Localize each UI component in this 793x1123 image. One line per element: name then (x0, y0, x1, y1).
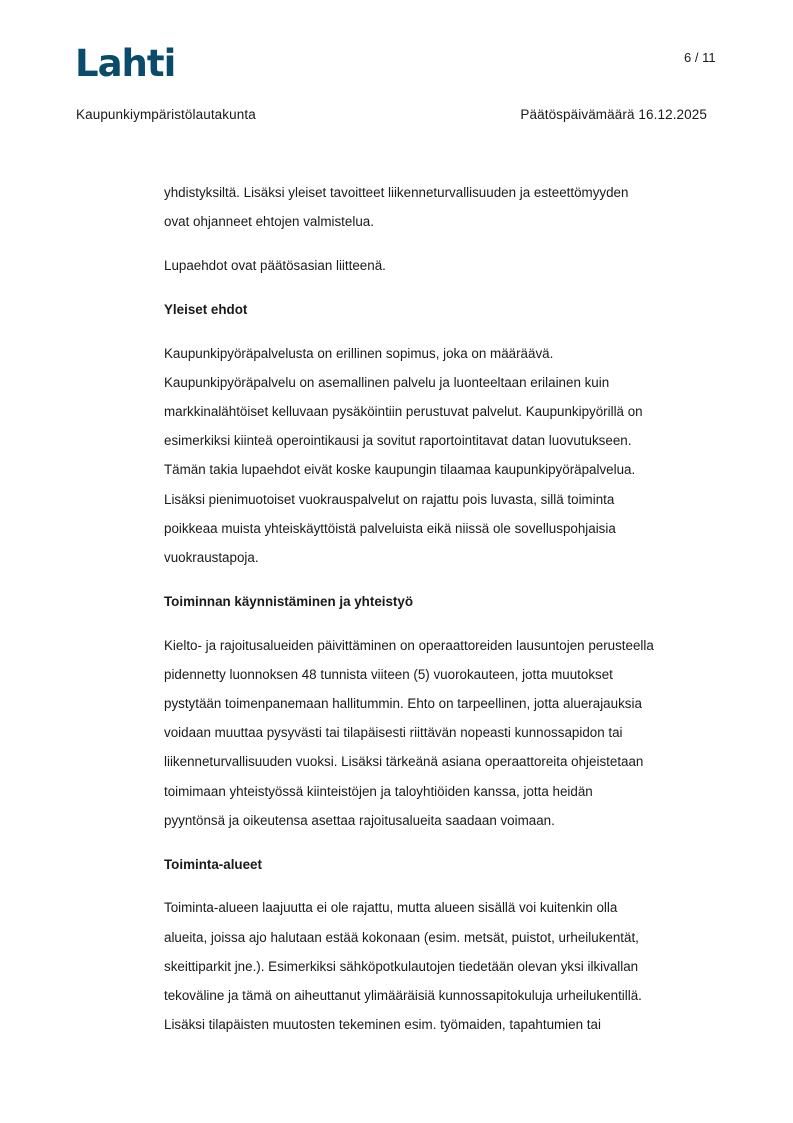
text-line: ovat ohjanneet ehtojen valmistelua. (164, 214, 374, 230)
text-line: vuokraustapoja. (164, 550, 259, 566)
page-number: 6 / 11 (684, 50, 716, 65)
section-heading: Toiminnan käynnistäminen ja yhteistyö (164, 593, 414, 609)
text-line: Kaupunkipyöräpalvelu on asemallinen palvelu ja luonteeltaan erilainen kuin (164, 374, 610, 390)
decision-date: Päätöspäivämäärä 16.12.2025 (520, 107, 707, 122)
text-line: toimimaan yhteistyössä kiinteistöjen ja taloyhtiöiden kanssa, jotta heidän (164, 783, 593, 799)
text-line: Kaupunkipyöräpalvelusta on erillinen sopimus, joka on määräävä. (164, 345, 554, 361)
text-line: liikenneturvallisuuden vuoksi. Lisäksi tärkeänä asiana operaattoreita ohjeistetaan (164, 754, 644, 770)
text-line: poikkeaa muista yhteiskäyttöistä palveluista eikä niissä ole sovelluspohjaisia (164, 520, 616, 536)
text-line: esimerkiksi kiinteä operointikausi ja sovitut raportointitavat datan luovutukseen. (164, 433, 632, 449)
paragraph (164, 631, 724, 835)
document-body (164, 178, 724, 1054)
text-line: Kielto- ja rajoitusalueiden päivittäminen on operaattoreiden lausuntojen perusteella (164, 637, 654, 653)
section-heading: Yleiset ehdot (164, 301, 248, 317)
paragraph (164, 251, 724, 280)
section-heading: Toiminta-alueet (164, 856, 262, 872)
text-line: yhdistyksiltä. Lisäksi yleiset tavoitteet liikenneturvallisuuden ja esteettömyyden (164, 185, 629, 200)
text-line: Tämän takia lupaehdot eivät koske kaupungin tilaamaa kaupunkipyöräpalvelua. (164, 462, 636, 478)
text-line: Lisäksi pienimuotoiset vuokrauspalvelut on rajattu pois luvasta, sillä toiminta (164, 491, 615, 507)
text-line: alueita, joissa ajo halutaan estää kokonaan (esim. metsät, puistot, urheilukentät, (164, 929, 639, 945)
text-line: voidaan muuttaa pysyvästi tai tilapäisesti riittävän nopeasti kunnossapidon tai (164, 725, 623, 741)
text-line: skeittiparkit jne.). Esimerkiksi sähköpotkulautojen tiedetään olevan yksi ilkivallan (164, 958, 639, 974)
text-line: tekoväline ja tämä on aiheuttanut ylimääräisiä kunnossapitokuluja urheilukentillä. (164, 988, 642, 1004)
text-line: pidennetty luonnoksen 48 tunnista viiteen (5) vuorokauteen, jotta muutokset (164, 666, 613, 682)
text-line: markkinalähtöiset kelluvaan pysäköintiin perustuvat palvelut. Kaupunkipyörillä on (164, 404, 643, 419)
text-line: pyyntönsä ja oikeutensa asettaa rajoitusalueita saadaan voimaan. (164, 812, 555, 828)
text-line: pystytään toimenpanemaan hallitummin. Ehto on tarpeellinen, jotta aluerajauksia (164, 696, 642, 712)
paragraph (164, 178, 724, 236)
text-line: Lisäksi tilapäisten muutosten tekeminen esim. työmaiden, tapahtumien tai (164, 1017, 601, 1033)
lahti-logo: Lahti (75, 42, 176, 85)
paragraph (164, 893, 724, 1039)
committee-name: Kaupunkiympäristölautakunta (76, 107, 256, 122)
text-line: Lupaehdot ovat päätösasian liitteenä. (164, 258, 386, 273)
paragraph (164, 339, 724, 573)
text-line: Toiminta-alueen laajuutta ei ole rajattu, mutta alueen sisällä voi kuitenkin olla (164, 900, 618, 916)
